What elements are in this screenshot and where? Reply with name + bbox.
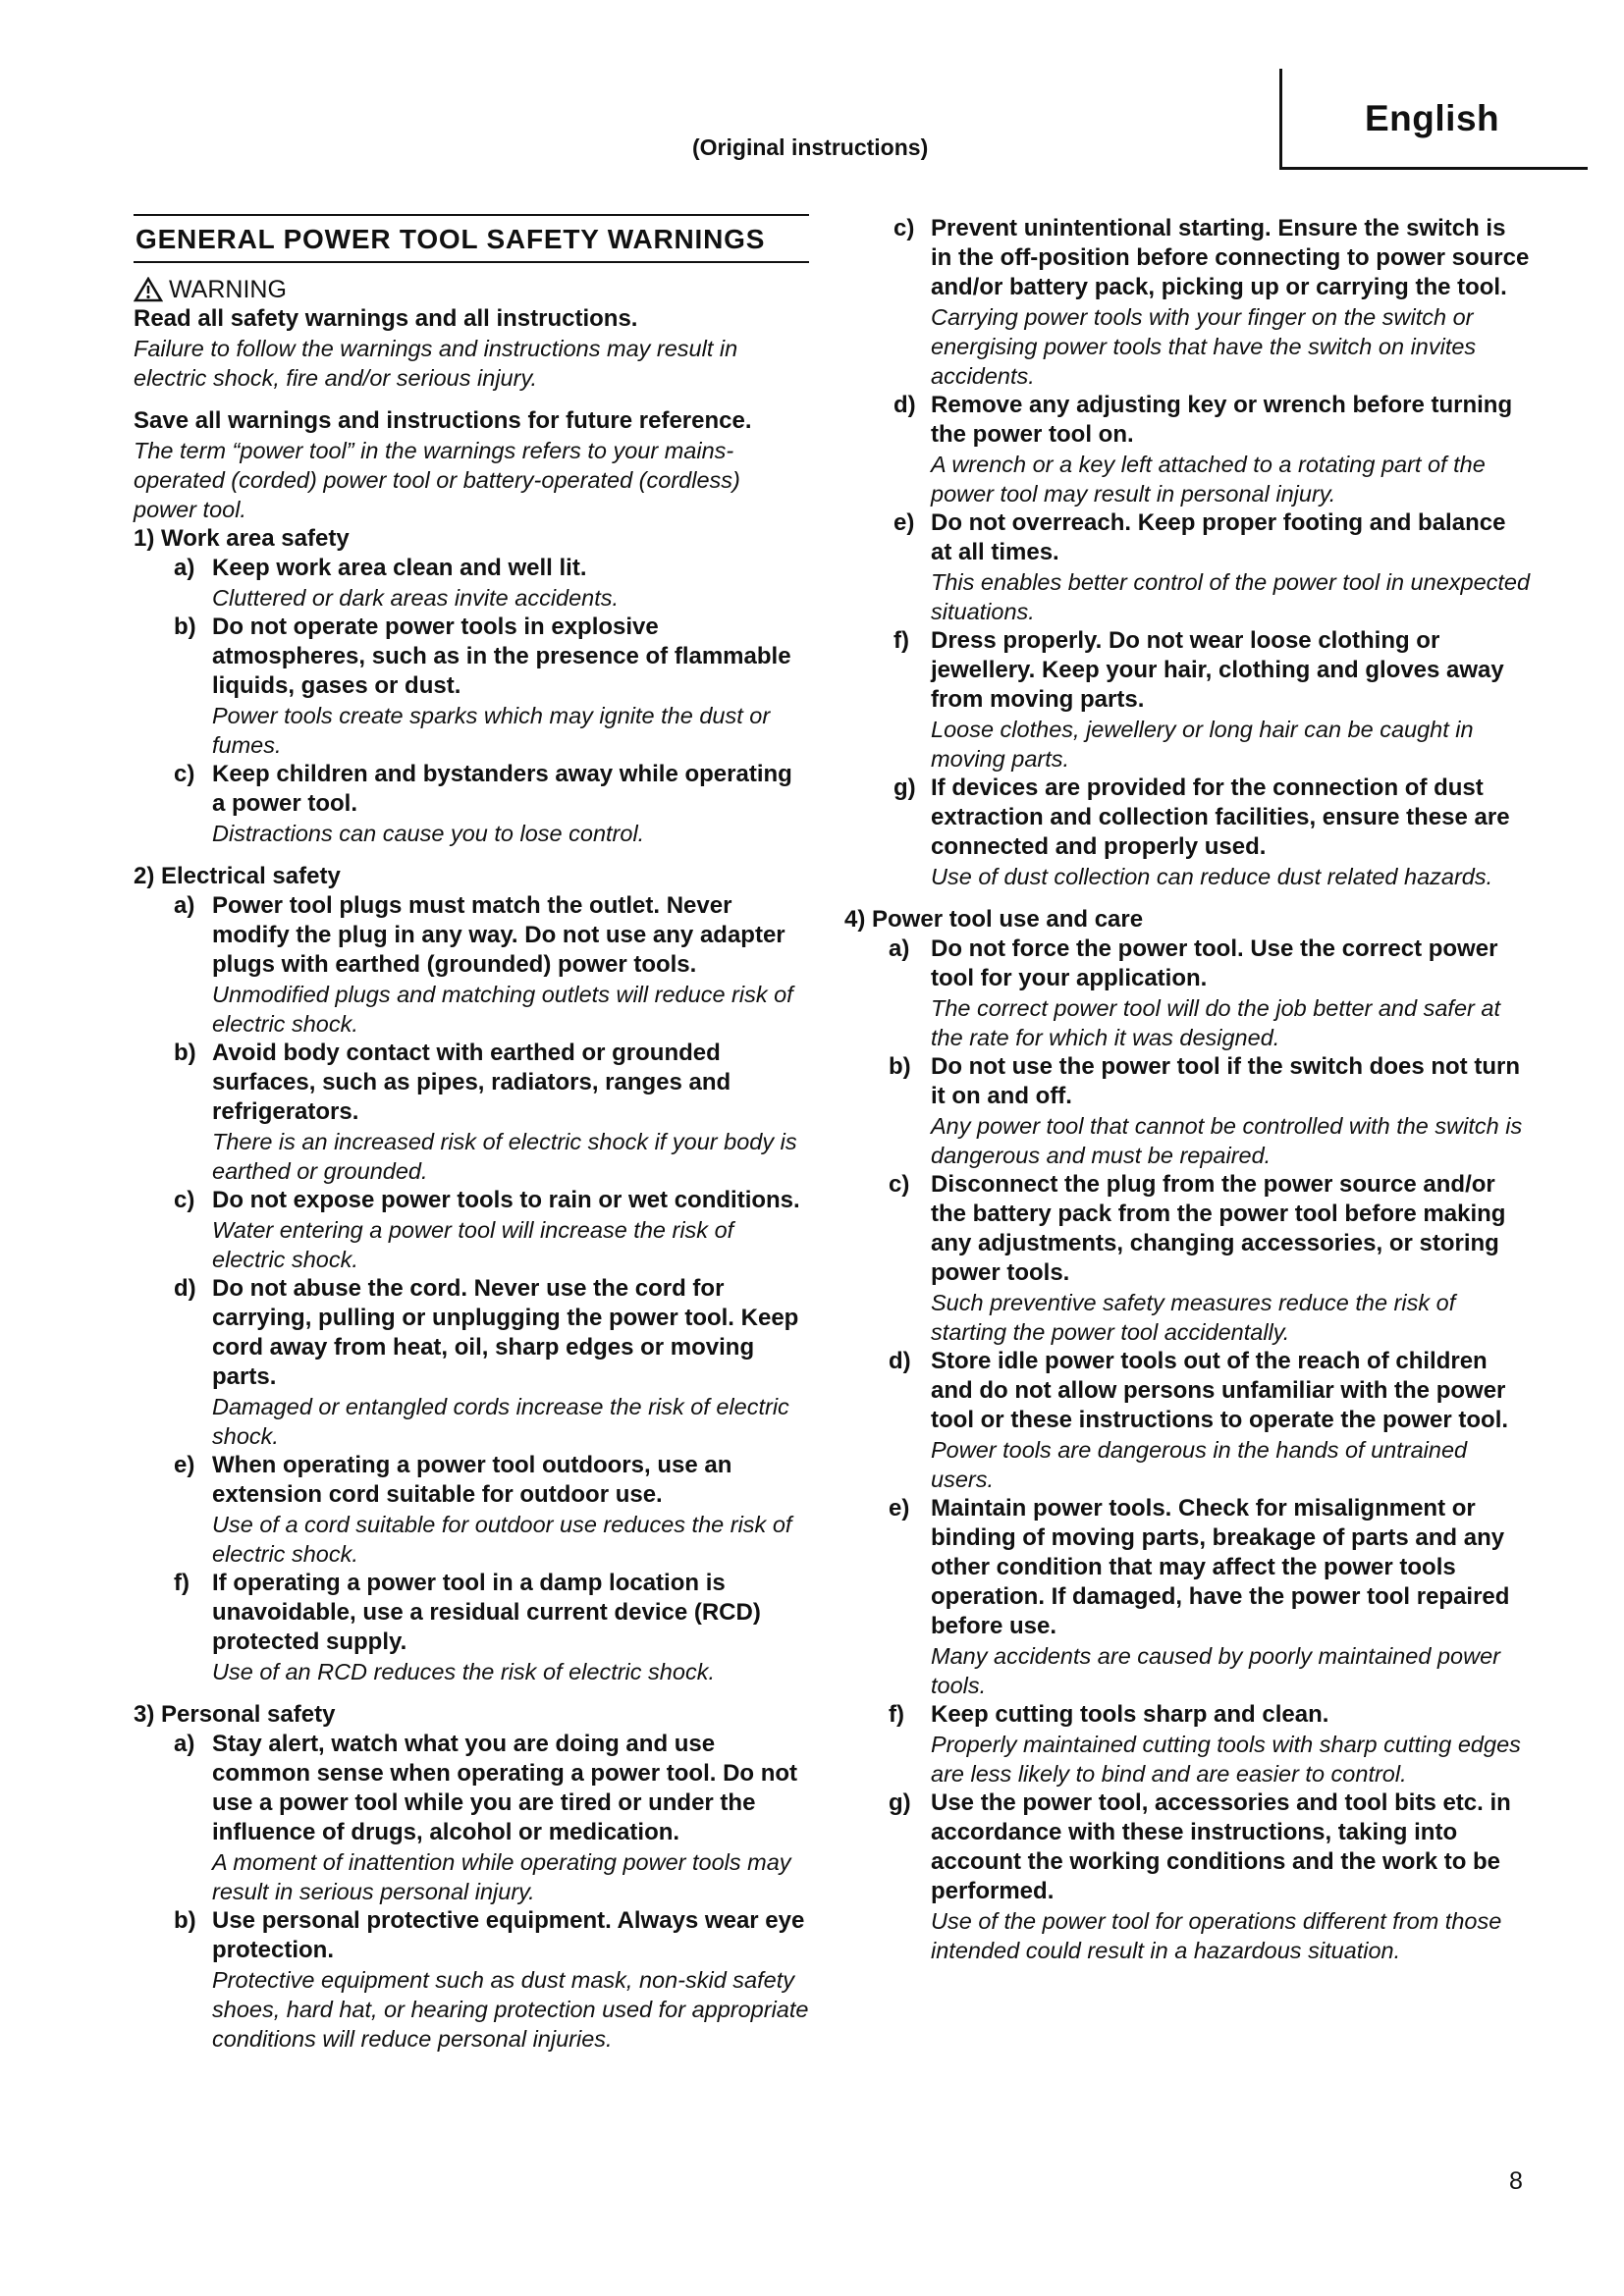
- list-item: [174, 1730, 809, 1906]
- list-item: [174, 1274, 809, 1451]
- item-instruction: Dress properly. Do not wear loose clothing or jewellery. Keep your hair, clothing and gloves away from moving parts.: [931, 627, 1504, 713]
- item-instruction: If devices are provided for the connection of dust extraction and collection facilities, ensure these are connected and properly used.: [931, 774, 1510, 860]
- item-instruction: Do not expose power tools to rain or wet conditions.: [212, 1187, 800, 1213]
- item-note: This enables better control of the power tool in unexpected situations.: [931, 569, 1531, 624]
- item-note: Distractions can cause you to lose control.: [212, 821, 645, 846]
- item-instruction: Do not overreach. Keep proper footing and balance at all times.: [931, 509, 1506, 565]
- item-label: d): [889, 1348, 911, 1374]
- list-item: [893, 391, 1532, 508]
- item-label: g): [889, 1789, 911, 1816]
- item-note: Protective equipment such as dust mask, non-skid safety shoes, hard hat, or hearing protection used for appropriate conditions will reduce personal injuries.: [212, 1967, 809, 2052]
- list-item: [893, 214, 1532, 391]
- item-instruction: Keep cutting tools sharp and clean.: [931, 1701, 1329, 1728]
- item-instruction: Maintain power tools. Check for misalignment or binding of moving parts, breakage of parts and any other condition that may affect the power tools operation. If damaged, have the power tool repaired before use.: [931, 1495, 1510, 1639]
- item-note: There is an increased risk of electric shock if your body is earthed or grounded.: [212, 1129, 797, 1184]
- item-label: f): [889, 1701, 904, 1728]
- section-title: 3) Personal safety: [134, 1701, 336, 1728]
- item-note: Power tools are dangerous in the hands of untrained users.: [931, 1437, 1468, 1492]
- intro-term: The term “power tool” in the warnings refers to your mains-operated (corded) power tool or battery-operated (cordless) power tool.: [134, 438, 740, 522]
- item-instruction: Avoid body contact with earthed or grounded surfaces, such as pipes, radiators, ranges and refrigerators.: [212, 1040, 731, 1125]
- item-instruction: Store idle power tools out of the reach of children and do not allow persons unfamiliar with the power tool or these instructions to operate the power tool.: [931, 1348, 1509, 1433]
- page-title: GENERAL POWER TOOL SAFETY WARNINGS: [135, 224, 766, 254]
- section-title: 2) Electrical safety: [134, 863, 341, 889]
- warning-triangle-icon: [134, 277, 163, 302]
- section-title: 1) Work area safety: [134, 525, 350, 552]
- item-note: Any power tool that cannot be controlled with the switch is dangerous and must be repaired.: [931, 1113, 1523, 1168]
- item-note: Unmodified plugs and matching outlets will reduce risk of electric shock.: [212, 982, 793, 1037]
- item-label: b): [174, 614, 196, 640]
- item-label: c): [893, 215, 915, 241]
- warning-row: [134, 275, 809, 304]
- list-item: [893, 626, 1532, 774]
- intro-read-note: Failure to follow the warnings and instructions may result in electric shock, fire and/or serious injury.: [134, 336, 738, 391]
- item-label: b): [174, 1907, 196, 1934]
- list-item: [174, 1569, 809, 1686]
- list-item: [174, 613, 809, 760]
- item-note: Use of the power tool for operations different from those intended could result in a hazardous situation.: [931, 1908, 1502, 1963]
- item-note: The correct power tool will do the job better and safer at the rate for which it was designed.: [931, 995, 1500, 1050]
- item-instruction: Prevent unintentional starting. Ensure the switch is in the off-position before connecting to power source and/or battery pack, picking up or carrying the tool.: [931, 215, 1530, 300]
- page-number: 8: [1509, 2167, 1523, 2195]
- item-label: a): [174, 892, 195, 919]
- list-item: [174, 554, 809, 613]
- right-column: [844, 214, 1532, 1965]
- list-item: [893, 774, 1532, 891]
- item-instruction: Power tool plugs must match the outlet. Never modify the plug in any way. Do not use any adapter plugs with earthed (grounded) power tools.: [212, 892, 785, 978]
- item-note: Cluttered or dark areas invite accidents.: [212, 585, 620, 611]
- item-label: b): [889, 1053, 911, 1080]
- item-label: c): [174, 761, 195, 787]
- item-label: d): [893, 392, 916, 418]
- left-column: [134, 214, 809, 2054]
- item-label: c): [174, 1187, 195, 1213]
- language-label: English: [1365, 98, 1500, 138]
- list-item: [174, 891, 809, 1039]
- list-item: [889, 1700, 1532, 1789]
- item-instruction: Do not abuse the cord. Never use the cord for carrying, pulling or unplugging the power tool. Keep cord away from heat, oil, sharp edges or moving parts.: [212, 1275, 799, 1390]
- item-label: a): [174, 1731, 195, 1757]
- list-item: [889, 1789, 1532, 1965]
- item-label: a): [174, 555, 195, 581]
- list-item: [889, 1347, 1532, 1494]
- item-label: c): [889, 1171, 910, 1198]
- item-instruction: Do not operate power tools in explosive atmospheres, such as in the presence of flammable liquids, gases or dust.: [212, 614, 791, 699]
- list-item: [889, 1170, 1532, 1347]
- item-note: Loose clothes, jewellery or long hair can be caught in moving parts.: [931, 717, 1474, 772]
- list-item: [174, 760, 809, 848]
- item-label: e): [893, 509, 915, 536]
- intro-read: Read all safety warnings and all instructions.: [134, 305, 638, 332]
- item-instruction: Use the power tool, accessories and tool bits etc. in accordance with these instructions, taking into account the working conditions and the work to be performed.: [931, 1789, 1511, 1904]
- title-rule: [134, 214, 809, 263]
- list-item: [889, 1494, 1532, 1700]
- list-item: [174, 1906, 809, 2054]
- item-instruction: Do not use the power tool if the switch does not turn it on and off.: [931, 1053, 1520, 1109]
- intro-save: Save all warnings and instructions for future reference.: [134, 407, 752, 434]
- item-note: Water entering a power tool will increase the risk of electric shock.: [212, 1217, 734, 1272]
- item-label: a): [889, 935, 910, 962]
- item-note: A moment of inattention while operating power tools may result in serious personal injury.: [212, 1849, 791, 1904]
- original-instructions-note: (Original instructions): [692, 134, 929, 160]
- list-item: [174, 1039, 809, 1186]
- item-instruction: Remove any adjusting key or wrench before turning the power tool on.: [931, 392, 1513, 448]
- list-item: [889, 1052, 1532, 1170]
- item-note: Power tools create sparks which may ignite the dust or fumes.: [212, 703, 771, 758]
- list-item: [893, 508, 1532, 626]
- item-instruction: When operating a power tool outdoors, use an extension cord suitable for outdoor use.: [212, 1452, 732, 1508]
- item-label: b): [174, 1040, 196, 1066]
- item-label: g): [893, 774, 916, 801]
- item-label: d): [174, 1275, 196, 1302]
- item-note: Use of dust collection can reduce dust related hazards.: [931, 864, 1493, 889]
- item-label: e): [889, 1495, 910, 1522]
- item-instruction: Stay alert, watch what you are doing and use common sense when operating a power tool. Do not use a power tool while you are tired or under the influence of drugs, alcohol or medication.: [212, 1731, 798, 1845]
- item-instruction: Do not force the power tool. Use the correct power tool for your application.: [931, 935, 1498, 991]
- item-instruction: If operating a power tool in a damp location is unavoidable, use a residual current device (RCD) protected supply.: [212, 1570, 761, 1655]
- list-item: [174, 1186, 809, 1274]
- item-instruction: Keep work area clean and well lit.: [212, 555, 587, 581]
- item-note: Properly maintained cutting tools with sharp cutting edges are less likely to bind and are easier to control.: [931, 1732, 1521, 1787]
- section-title: 4) Power tool use and care: [844, 906, 1144, 933]
- item-note: Use of a cord suitable for outdoor use reduces the risk of electric shock.: [212, 1512, 792, 1567]
- item-label: f): [893, 627, 909, 654]
- list-item: [889, 934, 1532, 1052]
- item-note: A wrench or a key left attached to a rotating part of the power tool may result in personal injury.: [931, 452, 1486, 507]
- item-instruction: Disconnect the plug from the power source and/or the battery pack from the power tool before making any adjustments, changing accessories, or storing power tools.: [931, 1171, 1506, 1286]
- list-item: [174, 1451, 809, 1569]
- item-note: Damaged or entangled cords increase the risk of electric shock.: [212, 1394, 789, 1449]
- item-label: e): [174, 1452, 195, 1478]
- item-note: Many accidents are caused by poorly maintained power tools.: [931, 1643, 1500, 1698]
- item-note: Use of an RCD reduces the risk of electric shock.: [212, 1659, 715, 1684]
- item-label: f): [174, 1570, 189, 1596]
- warning-label: WARNING: [169, 276, 287, 303]
- item-instruction: Keep children and bystanders away while operating a power tool.: [212, 761, 792, 817]
- item-note: Such preventive safety measures reduce the risk of starting the power tool accidentally.: [931, 1290, 1456, 1345]
- item-note: Carrying power tools with your finger on the switch or energising power tools that have the switch on invites accidents.: [931, 304, 1477, 389]
- item-instruction: Use personal protective equipment. Always wear eye protection.: [212, 1907, 805, 1963]
